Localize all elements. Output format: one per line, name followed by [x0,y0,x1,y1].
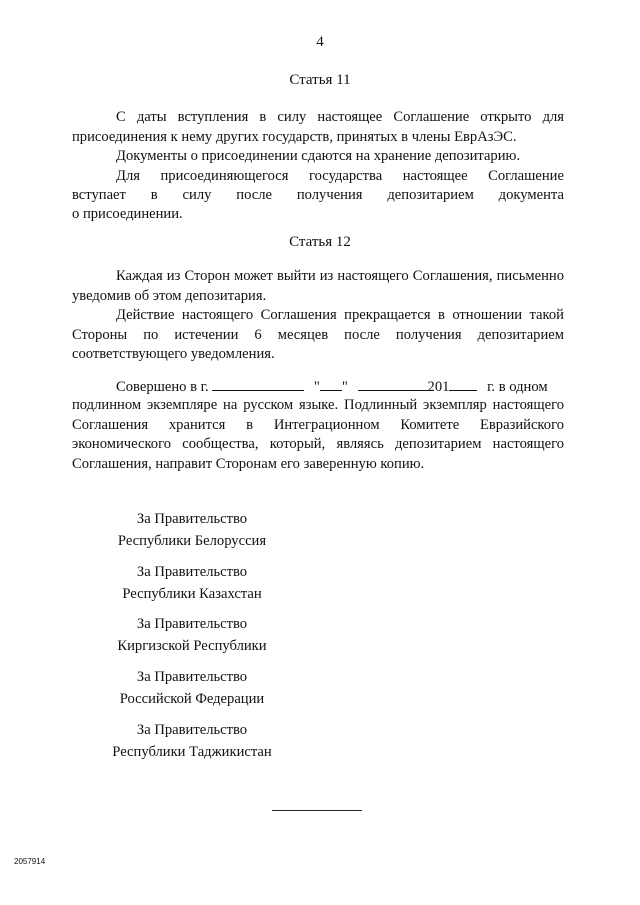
signatory-block-kazakhstan [100,561,284,605]
signatory-block-kyrgyzstan [100,613,284,657]
year-blank [449,376,477,391]
quote-close: " [341,379,348,395]
article-11-paragraph-3-line-1 [72,167,564,187]
word: получения [296,187,363,203]
signatory-line-1: За Правительство [136,616,248,632]
signatory-line-2: Республики Казахстан [122,586,262,602]
article-12-paragraph-1: Каждая из Сторон может выйти из настоящего Соглашения, письменно уведомив об этом депозитария. [72,268,564,304]
article-11-paragraph-3-line-3: о присоединении. [72,206,183,222]
signatory-line-2: Киргизской Республики [117,638,267,654]
month-blank [358,376,428,391]
article-11-paragraph-3-line-2 [72,186,564,206]
word: вступает [72,187,126,203]
footer-divider [272,810,362,811]
city-blank [212,376,304,391]
word: Соглашение [488,168,564,184]
signatory-block-tajikistan [100,719,284,763]
article-12-title: Статья 12 [289,234,351,250]
closing-paragraph: подлинном экземпляре на русском языке. Подлинный экземпляр настоящего Соглашения хранится в Интеграционном Комитете Евразийского экономического сообщества, который, являясь депозитарием настоящего Соглашения, направит Сторонам его заверенную копию. [72,397,564,472]
word: государства [309,168,383,184]
signatory-line-1: За Правительство [136,669,248,685]
article-11-paragraph-2-text: Документы о присоединении сдаются на хранение депозитарию. [116,148,521,164]
year-prefix: 201 [427,379,450,395]
word: после [236,187,272,203]
word: присоединяющегося [160,168,289,184]
signatory-line-2: Республики Белоруссия [117,533,267,549]
word: Для [116,168,140,184]
day-blank [320,376,342,391]
closing-prefix: Совершено в г. [116,379,209,395]
signatory-line-1: За Правительство [136,511,248,527]
signatory-line-2: Республики Таджикистан [112,744,272,760]
signatory-line-1: За Правительство [136,722,248,738]
signatory-block-russia [100,666,284,710]
signatory-line-1: За Правительство [136,564,248,580]
signatory-block-belarus [100,508,284,552]
article-11-paragraph-2 [72,147,564,167]
article-11-paragraph-1: С даты вступления в силу настоящее Соглашение открыто для присоединения к нему других государств, принятых в члены ЕврАзЭС. [72,109,564,145]
word: настоящее [402,168,468,184]
closing-first-line [72,376,564,398]
word: в [150,187,158,203]
word: силу [182,187,212,203]
quote-open: " [313,379,320,395]
word: документа [498,187,564,203]
closing-suffix: г. в одном [487,379,548,395]
article-12-paragraph-2: Действие настоящего Соглашения прекращается в отношении такой Стороны по истечении 6 месяцев после получения депозитарием соответствующего уведомления. [72,307,564,362]
signatory-line-2: Российской Федерации [119,691,265,707]
article-11-title: Статья 11 [289,72,351,88]
page-number: 4 [316,34,324,50]
word: депозитарием [387,187,474,203]
document-code: 2057914 [14,857,46,866]
